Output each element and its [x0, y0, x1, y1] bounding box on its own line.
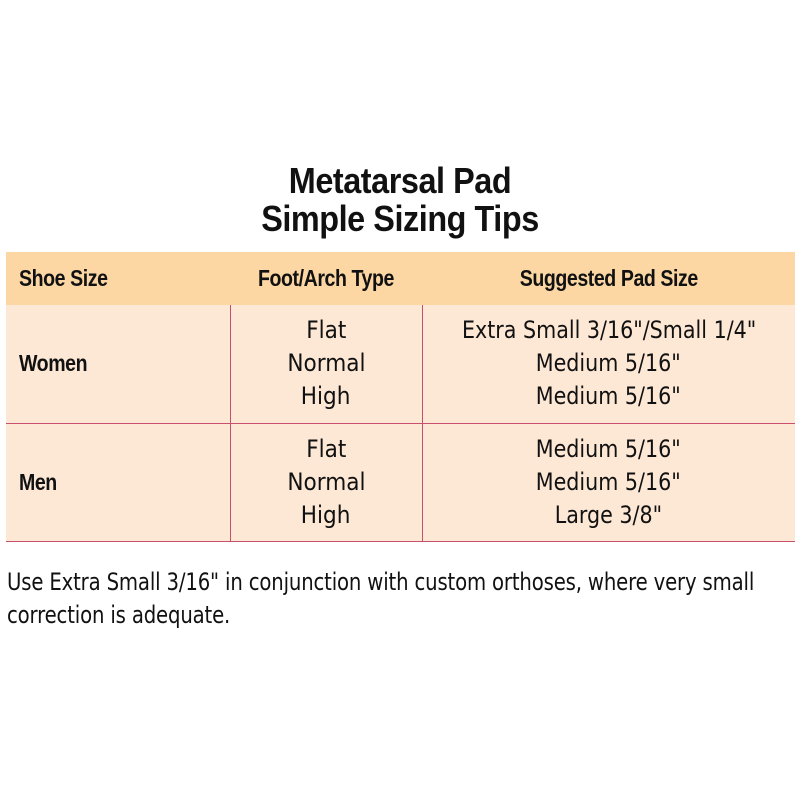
arch-type-cell: [230, 423, 422, 541]
arch-type-value: Flat: [305, 434, 347, 463]
arch-type-value: Flat: [305, 316, 347, 345]
pad-size-value: Extra Small 3/16"/Small 1/4": [461, 316, 756, 345]
header-shoe-size: Shoe Size: [19, 265, 108, 291]
table-body: [6, 305, 795, 541]
arch-type-value: High: [301, 382, 351, 411]
header-row: [6, 252, 795, 305]
header-suggested-pad-size: Suggested Pad Size: [519, 265, 698, 291]
arch-type-value: Normal: [286, 467, 366, 496]
shoe-size-cell: Men: [6, 423, 230, 541]
pad-size-value: Large 3/8": [555, 500, 663, 529]
arch-type-value: Normal: [286, 349, 366, 378]
title-line-2: Simple Sizing Tips: [261, 198, 539, 239]
table-row-men: [6, 423, 795, 541]
arch-type-value: High: [301, 500, 351, 529]
pad-size-value: Medium 5/16": [536, 382, 682, 411]
header-foot-arch-type: Foot/Arch Type: [258, 265, 394, 291]
shoe-size-cell: Women: [19, 350, 88, 377]
table-row-women: [6, 305, 795, 423]
pad-size-cell: [422, 305, 795, 423]
page-title: [40, 162, 760, 238]
pad-size-cell: [422, 423, 795, 541]
pad-size-value: Medium 5/16": [536, 467, 682, 496]
title-line-1: Metatarsal Pad: [288, 160, 512, 201]
footnote: [7, 566, 755, 632]
table-header: [6, 252, 795, 305]
pad-size-value: Medium 5/16": [536, 434, 682, 463]
arch-type-cell: [230, 305, 422, 423]
pad-size-value: Medium 5/16": [536, 349, 682, 378]
footnote-line-2: correction is adequate.: [7, 601, 231, 629]
sizing-table: [6, 252, 795, 542]
footnote-line-1: Use Extra Small 3/16" in conjunction with custom orthoses, where very small: [7, 568, 755, 596]
